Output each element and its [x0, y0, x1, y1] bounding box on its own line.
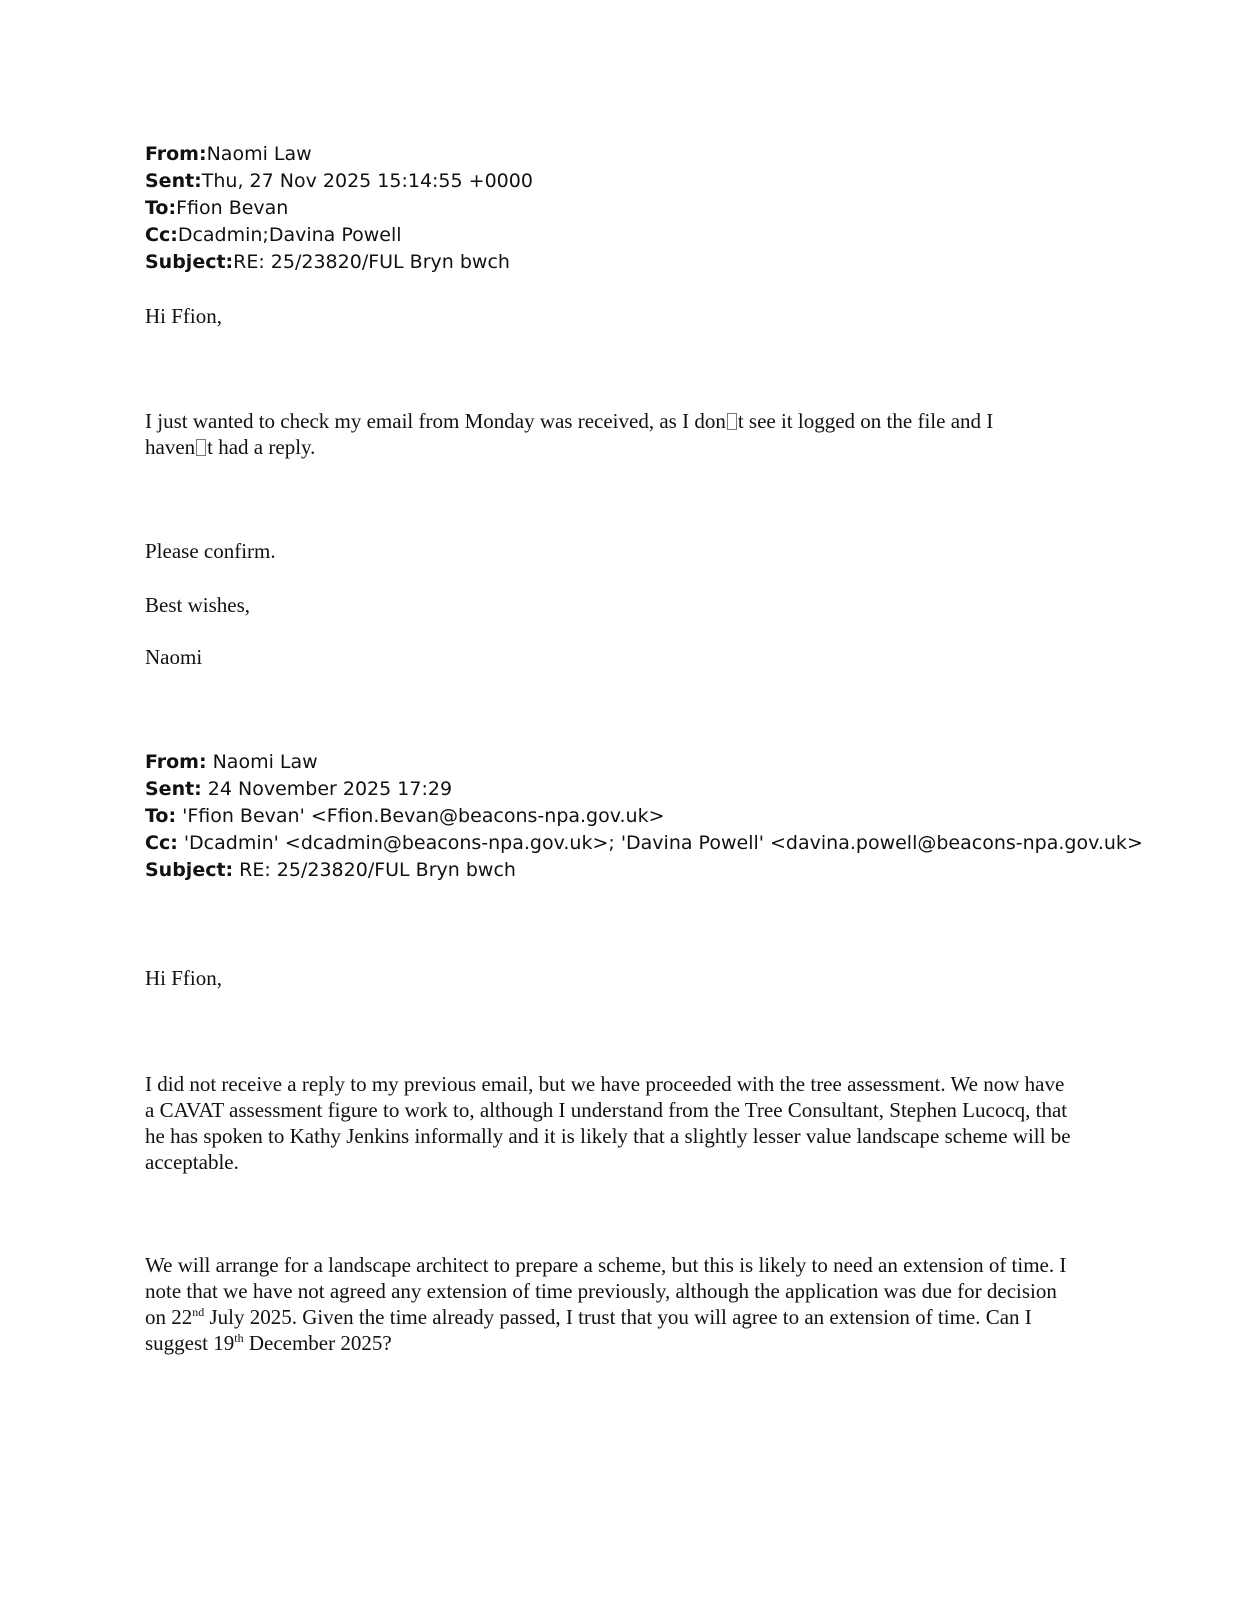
email-2-from-row: [145, 749, 1145, 776]
email-1-from-row: [145, 141, 1145, 168]
email-1-header: [145, 141, 1145, 276]
cc-label: Cc:: [145, 224, 178, 246]
missing-glyph-icon: [196, 439, 206, 456]
email-2-greeting: Hi Ffion,: [145, 966, 223, 990]
to-value: Ffion Bevan: [176, 197, 289, 219]
missing-glyph-icon: [727, 413, 737, 430]
email-2-paragraph-1: I did not receive a reply to my previous email, but we have proceeded with the tree assessment. We now have a CAVAT assessment figure to work to, although I understand from the Tree Consultant, Stephen Lucocq, that he has spoken to Kathy Jenkins informally and it is likely that a slightly lesser value landscape scheme will be acceptable.: [145, 1072, 1071, 1174]
from-value: Naomi Law: [212, 751, 318, 773]
email-1-paragraph-1: [145, 408, 1075, 460]
p1-part-d: t had a reply.: [207, 435, 316, 459]
p2-part-a: We will arrange for a landscape architect to prepare a scheme, but this is likely to need an extension of time. I note that we have not agreed any extension of time previously, although the application was due for decision on 22: [145, 1253, 1067, 1329]
email-1-signature: Naomi: [145, 645, 203, 669]
subject-label: Subject:: [145, 251, 234, 273]
subject-label: Subject:: [145, 859, 234, 881]
to-value: 'Ffion Bevan' <Ffion.Bevan@beacons-npa.gov.uk>: [182, 805, 665, 827]
email-2-to-row: [145, 803, 1145, 830]
cc-label: Cc:: [145, 832, 178, 854]
cc-value: Dcadmin;Davina Powell: [177, 224, 402, 246]
email-1-greeting: Hi Ffion,: [145, 304, 223, 328]
sent-label: Sent:: [145, 778, 202, 800]
email-2-subject-row: [145, 857, 1145, 884]
email-1-to-row: [145, 195, 1145, 222]
email-1-subject-row: [145, 249, 1145, 276]
sent-label: Sent:: [145, 170, 202, 192]
email-2-header: [145, 749, 1145, 884]
ordinal-suffix: nd: [192, 1305, 205, 1319]
cc-value: 'Dcadmin' <dcadmin@beacons-npa.gov.uk>; 'Davina Powell' <davina.powell@beacons-npa.gov.uk>: [183, 832, 1143, 854]
p1-part-c: haven: [145, 435, 196, 459]
to-label: To:: [145, 197, 177, 219]
sent-value: 24 November 2025 17:29: [207, 778, 453, 800]
p1-part-b: t see it logged on the file and I: [737, 409, 994, 433]
email-1-cc-row: [145, 222, 1145, 249]
from-label: From:: [145, 143, 207, 165]
sent-value: Thu, 27 Nov 2025 15:14:55 +0000: [201, 170, 533, 192]
p2-part-c: December 2025?: [243, 1331, 392, 1355]
email-1-paragraph-2: Please confirm.: [145, 539, 276, 563]
p2-part-b: July 2025. Given the time already passed, I trust that you will agree to an extension of time. Can I suggest 19: [145, 1305, 1032, 1355]
email-2-sent-row: [145, 776, 1145, 803]
p1-part-a: I just wanted to check my email from Monday was received, as I don: [145, 409, 726, 433]
email-2-paragraph-2: [145, 1252, 1075, 1356]
subject-value: RE: 25/23820/FUL Bryn bwch: [239, 859, 516, 881]
email-1-signoff: Best wishes,: [145, 593, 250, 617]
to-label: To:: [145, 805, 177, 827]
subject-value: RE: 25/23820/FUL Bryn bwch: [233, 251, 510, 273]
email-1-sent-row: [145, 168, 1145, 195]
ordinal-suffix: th: [234, 1331, 244, 1345]
email-2-cc-row: [145, 830, 1145, 857]
from-label: From:: [145, 751, 207, 773]
from-value: Naomi Law: [206, 143, 312, 165]
